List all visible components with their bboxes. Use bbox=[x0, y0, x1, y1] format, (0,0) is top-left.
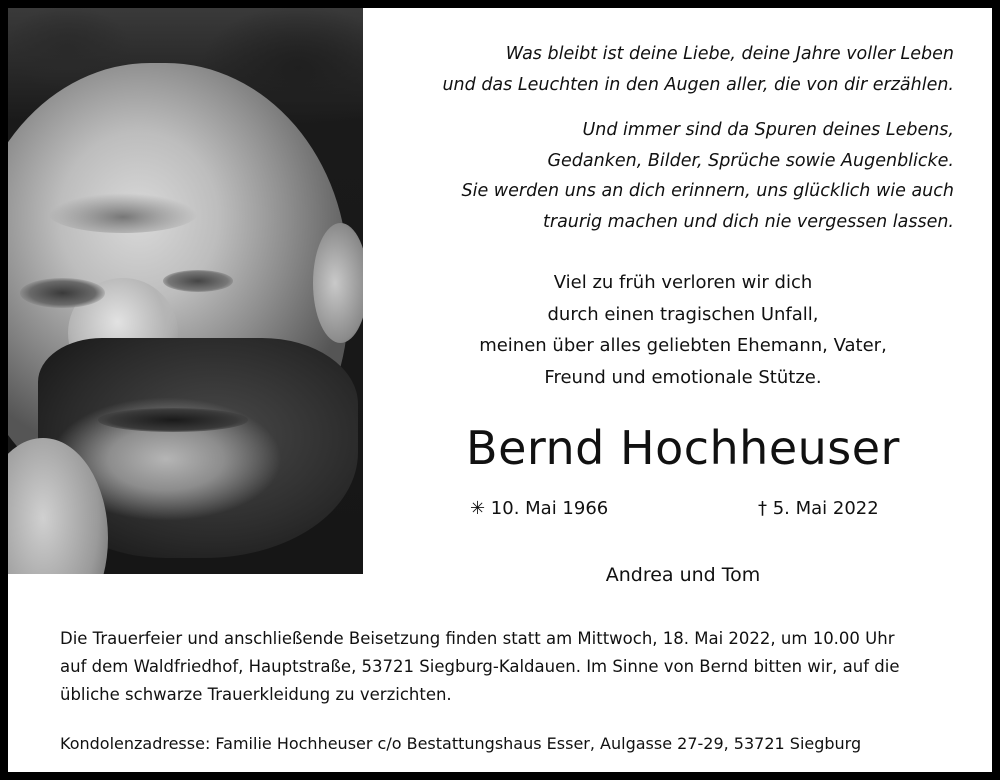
mourners-names: Andrea und Tom bbox=[605, 564, 761, 586]
notice-line: Die Trauerfeier und anschließende Beisetzung finden statt am Mittwoch, 18. Mai 2022, um 10.00 Uhr bbox=[60, 629, 895, 648]
announcement-line: Viel zu früh verloren wir dich bbox=[553, 272, 813, 293]
notice-line: übliche schwarze Trauerkleidung zu verzichten. bbox=[60, 685, 452, 704]
poem-line: Und immer sind da Spuren deines Lebens, bbox=[582, 120, 954, 140]
announcement-line: meinen über alles geliebten Ehemann, Vater, bbox=[479, 335, 887, 356]
poem-line: und das Leuchten in den Augen aller, die von dir erzählen. bbox=[442, 74, 954, 95]
announcement-text bbox=[383, 267, 983, 393]
poem-line: Sie werden uns an dich erinnern, uns glücklich wie auch bbox=[461, 181, 954, 201]
poem-line: Was bleibt ist deine Liebe, deine Jahre voller Leben bbox=[505, 44, 954, 64]
obituary-card bbox=[8, 8, 992, 772]
deceased-name: Bernd Hochheuser bbox=[466, 421, 900, 475]
portrait-photo bbox=[8, 8, 363, 574]
notice-line: auf dem Waldfriedhof, Hauptstraße, 53721 Siegburg-Kaldauen. Im Sinne von Bernd bitten wir, auf die bbox=[60, 657, 900, 676]
poem-stanza-1 bbox=[442, 39, 954, 100]
announcement-line: Freund und emotionale Stütze. bbox=[544, 366, 822, 388]
poem-stanza-2 bbox=[462, 115, 955, 237]
funeral-notice bbox=[60, 625, 900, 709]
announcement-line: durch einen tragischen Unfall, bbox=[547, 303, 819, 325]
poem-line: Gedanken, Bilder, Sprüche sowie Augenblicke. bbox=[547, 150, 954, 171]
poem-line: traurig machen und dich nie vergessen lassen. bbox=[543, 211, 954, 232]
death-date: † 5. Mai 2022 bbox=[758, 498, 879, 519]
birth-date: ✳ 10. Mai 1966 bbox=[470, 498, 609, 519]
condolence-address: Kondolenzadresse: Familie Hochheuser c/o Bestattungshaus Esser, Aulgasse 27-29, 53721 Siegburg bbox=[60, 734, 862, 753]
